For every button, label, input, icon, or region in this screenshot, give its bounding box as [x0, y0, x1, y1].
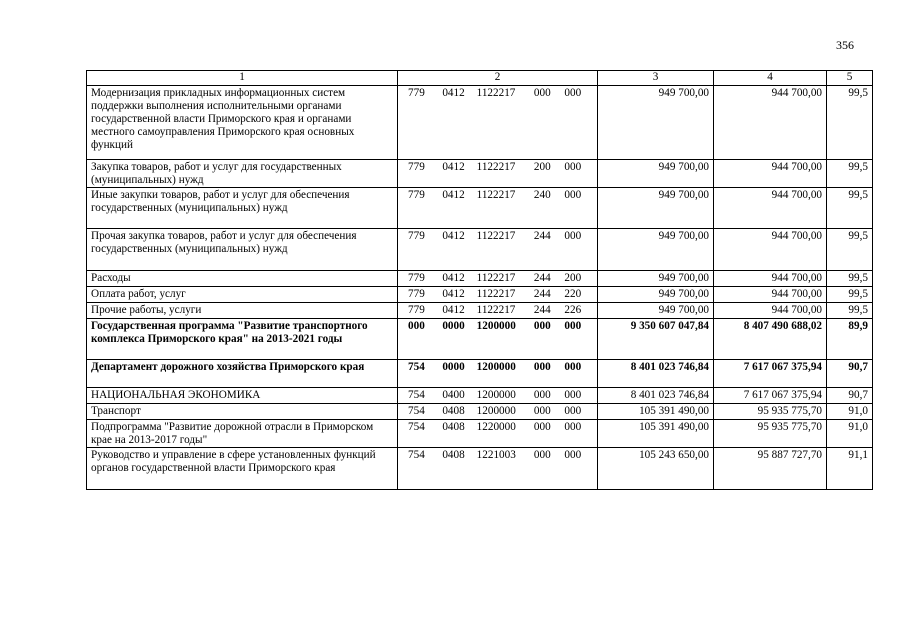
code-4: 000	[533, 320, 551, 332]
code-5: 000	[564, 449, 582, 461]
row-value-3: 9 350 607 047,84	[598, 319, 714, 360]
code-3: 1200000	[476, 389, 516, 401]
code-3: 1200000	[476, 361, 516, 373]
code-4: 000	[533, 449, 551, 461]
code-4: 244	[533, 304, 551, 316]
row-value-4: 8 407 490 688,02	[714, 319, 827, 360]
code-5: 226	[564, 304, 582, 316]
code-2: 0412	[442, 304, 465, 316]
row-name: Оплата работ, услуг	[87, 287, 398, 303]
row-value-5: 99,5	[827, 303, 873, 319]
row-name: Модернизация прикладных информационных систем поддержки выполнения исполнительными органами государственной власти Приморского края и органами местного самоуправления Приморского края основных функций	[87, 86, 398, 160]
code-2: 0408	[442, 449, 465, 461]
row-value-4: 944 700,00	[714, 271, 827, 287]
code-2: 0400	[442, 389, 465, 401]
code-2: 0000	[442, 320, 465, 332]
row-value-4: 944 700,00	[714, 303, 827, 319]
budget-table	[86, 70, 873, 490]
row-value-5: 99,5	[827, 229, 873, 271]
row-codes	[398, 160, 598, 188]
code-4: 244	[533, 230, 551, 242]
code-group	[402, 87, 593, 100]
row-codes	[398, 404, 598, 420]
row-codes	[398, 319, 598, 360]
table-row	[87, 188, 873, 229]
table-row	[87, 388, 873, 404]
code-2: 0000	[442, 361, 465, 373]
code-group	[402, 320, 593, 333]
row-value-5: 99,5	[827, 271, 873, 287]
row-value-5: 89,9	[827, 319, 873, 360]
code-group	[402, 405, 593, 418]
row-value-4: 944 700,00	[714, 229, 827, 271]
row-codes	[398, 188, 598, 229]
row-value-3: 949 700,00	[598, 86, 714, 160]
code-1: 779	[408, 272, 425, 284]
row-value-5: 90,7	[827, 360, 873, 388]
row-codes	[398, 271, 598, 287]
header-col-1: 1	[87, 71, 398, 86]
code-group	[402, 304, 593, 317]
code-group	[402, 189, 593, 202]
code-2: 0412	[442, 288, 465, 300]
table-row	[87, 319, 873, 360]
row-value-5: 99,5	[827, 188, 873, 229]
table-row	[87, 303, 873, 319]
code-group	[402, 449, 593, 462]
table-row	[87, 420, 873, 448]
row-value-3: 949 700,00	[598, 303, 714, 319]
code-5: 000	[564, 361, 582, 373]
code-1: 754	[408, 421, 425, 433]
table-row	[87, 271, 873, 287]
row-value-4: 95 935 775,70	[714, 420, 827, 448]
header-col-2: 2	[398, 71, 598, 86]
code-5: 000	[564, 421, 582, 433]
row-codes	[398, 448, 598, 490]
code-1: 754	[408, 389, 425, 401]
code-1: 754	[408, 405, 425, 417]
code-3: 1122217	[476, 288, 516, 300]
page-number: 356	[836, 38, 854, 52]
code-4: 000	[533, 405, 551, 417]
row-name: Прочая закупка товаров, работ и услуг для обеспечения государственных (муниципальных) нужд	[87, 229, 398, 271]
row-value-3: 949 700,00	[598, 160, 714, 188]
code-4: 244	[533, 288, 551, 300]
code-group	[402, 421, 593, 434]
code-3: 1122217	[476, 189, 516, 201]
code-4: 200	[533, 161, 551, 173]
code-5: 220	[564, 288, 582, 300]
row-codes	[398, 388, 598, 404]
code-group	[402, 161, 593, 174]
row-value-4: 944 700,00	[714, 86, 827, 160]
code-4: 000	[533, 421, 551, 433]
code-1: 779	[408, 230, 425, 242]
row-name: Департамент дорожного хозяйства Приморского края	[87, 360, 398, 388]
table-body	[87, 86, 873, 490]
code-4: 000	[533, 389, 551, 401]
code-4: 000	[533, 361, 551, 373]
row-value-5: 91,1	[827, 448, 873, 490]
header-col-3: 3	[598, 71, 714, 86]
row-value-4: 944 700,00	[714, 160, 827, 188]
code-group	[402, 230, 593, 243]
row-value-4: 944 700,00	[714, 188, 827, 229]
table-row	[87, 360, 873, 388]
table-row	[87, 229, 873, 271]
code-3: 1122217	[476, 230, 516, 242]
row-value-5: 99,5	[827, 287, 873, 303]
row-value-3: 105 391 490,00	[598, 420, 714, 448]
code-5: 000	[564, 87, 582, 99]
row-value-5: 90,7	[827, 388, 873, 404]
code-2: 0412	[442, 272, 465, 284]
table-row	[87, 287, 873, 303]
row-name: Иные закупки товаров, работ и услуг для обеспечения государственных (муниципальных) нужд	[87, 188, 398, 229]
code-1: 779	[408, 87, 425, 99]
code-5: 000	[564, 405, 582, 417]
row-value-3: 105 391 490,00	[598, 404, 714, 420]
code-3: 1122217	[476, 272, 516, 284]
row-value-4: 95 935 775,70	[714, 404, 827, 420]
code-5: 200	[564, 272, 582, 284]
code-3: 1122217	[476, 87, 516, 99]
code-2: 0412	[442, 230, 465, 242]
code-4: 000	[533, 87, 551, 99]
row-codes	[398, 229, 598, 271]
row-codes	[398, 86, 598, 160]
row-codes	[398, 287, 598, 303]
code-2: 0412	[442, 87, 465, 99]
row-name: Государственная программа "Развитие транспортного комплекса Приморского края" на 2013-2021 годы	[87, 319, 398, 360]
row-codes	[398, 360, 598, 388]
row-value-3: 949 700,00	[598, 188, 714, 229]
code-3: 1122217	[476, 161, 516, 173]
row-value-5: 91,0	[827, 404, 873, 420]
table-row	[87, 160, 873, 188]
code-3: 1200000	[476, 405, 516, 417]
code-5: 000	[564, 189, 582, 201]
header-col-4: 4	[714, 71, 827, 86]
code-2: 0408	[442, 421, 465, 433]
row-name: Прочие работы, услуги	[87, 303, 398, 319]
row-name: Расходы	[87, 271, 398, 287]
code-2: 0412	[442, 161, 465, 173]
code-4: 244	[533, 272, 551, 284]
code-3: 1122217	[476, 304, 516, 316]
table-row	[87, 404, 873, 420]
row-value-4: 7 617 067 375,94	[714, 388, 827, 404]
table-row	[87, 86, 873, 160]
code-3: 1200000	[476, 320, 516, 332]
code-4: 240	[533, 189, 551, 201]
header-col-5: 5	[827, 71, 873, 86]
row-value-3: 8 401 023 746,84	[598, 388, 714, 404]
header-row	[87, 71, 873, 86]
code-1: 779	[408, 288, 425, 300]
row-value-5: 99,5	[827, 86, 873, 160]
row-codes	[398, 303, 598, 319]
code-1: 779	[408, 189, 425, 201]
code-1: 000	[408, 320, 425, 332]
row-value-3: 949 700,00	[598, 287, 714, 303]
row-codes	[398, 420, 598, 448]
row-value-4: 944 700,00	[714, 287, 827, 303]
row-name: Руководство и управление в сфере установленных функций органов государственной власти Приморского края	[87, 448, 398, 490]
row-value-3: 105 243 650,00	[598, 448, 714, 490]
code-group	[402, 288, 593, 301]
row-value-4: 7 617 067 375,94	[714, 360, 827, 388]
row-value-3: 949 700,00	[598, 271, 714, 287]
code-group	[402, 272, 593, 285]
code-2: 0412	[442, 189, 465, 201]
row-name: НАЦИОНАЛЬНАЯ ЭКОНОМИКА	[87, 388, 398, 404]
code-5: 000	[564, 320, 582, 332]
code-group	[402, 389, 593, 402]
row-value-3: 8 401 023 746,84	[598, 360, 714, 388]
row-name: Транспорт	[87, 404, 398, 420]
code-5: 000	[564, 230, 582, 242]
code-3: 1221003	[476, 449, 516, 461]
row-value-5: 99,5	[827, 160, 873, 188]
row-value-3: 949 700,00	[598, 229, 714, 271]
row-value-5: 91,0	[827, 420, 873, 448]
code-1: 754	[408, 361, 425, 373]
code-1: 779	[408, 304, 425, 316]
code-group	[402, 361, 593, 374]
code-5: 000	[564, 389, 582, 401]
code-5: 000	[564, 161, 582, 173]
row-name: Закупка товаров, работ и услуг для государственных (муниципальных) нужд	[87, 160, 398, 188]
code-1: 779	[408, 161, 425, 173]
code-1: 754	[408, 449, 425, 461]
code-2: 0408	[442, 405, 465, 417]
row-name: Подпрограмма "Развитие дорожной отрасли в Приморском крае на 2013-2017 годы"	[87, 420, 398, 448]
table-row	[87, 448, 873, 490]
code-3: 1220000	[476, 421, 516, 433]
row-value-4: 95 887 727,70	[714, 448, 827, 490]
